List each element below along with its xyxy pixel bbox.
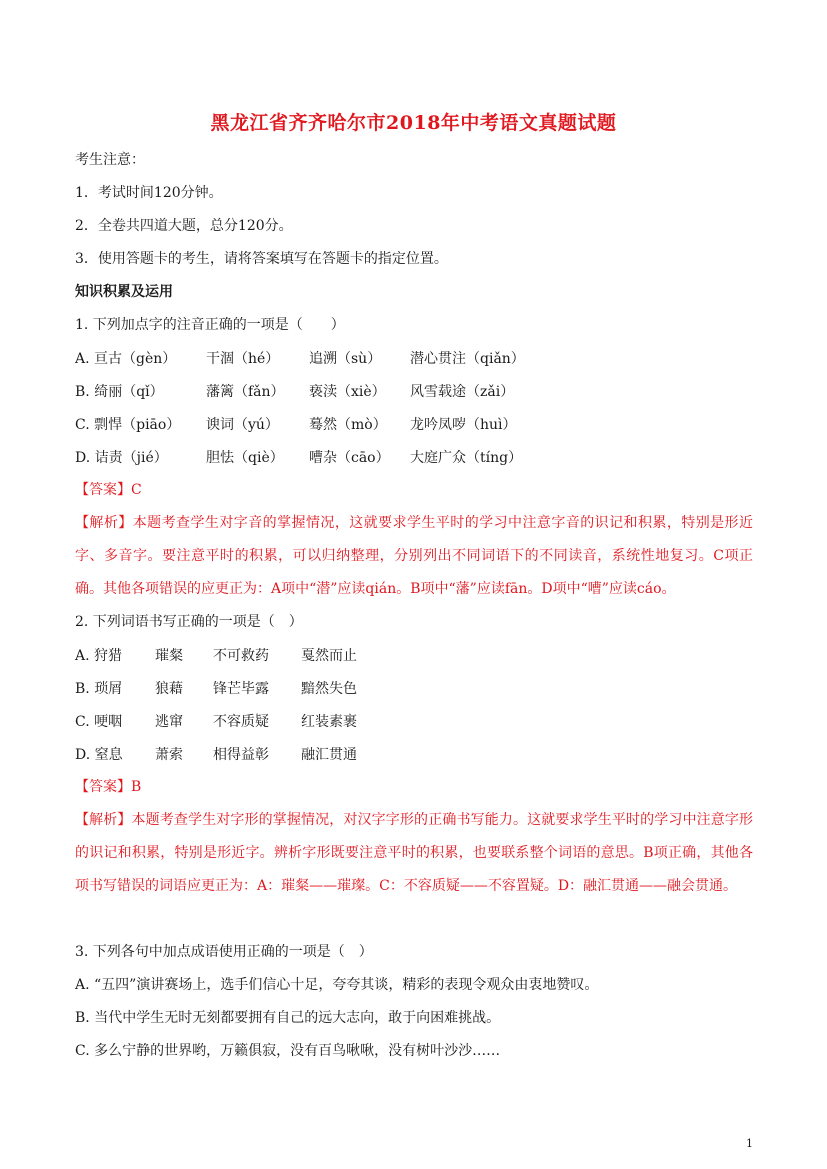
option-cell: 胆怯（qiè） bbox=[206, 450, 284, 466]
option-cell: 潜心贯注（qiǎn） bbox=[410, 351, 525, 367]
question-1-analysis: 【解析】本题考查学生对字音的掌握情况，这就要求学生平时的学习中注意字音的识记和积累，特别是形近字、多音字。要注意平时的积累，可以归纳整理，分别列出不同词语下的不同读音，系统性地复习。C项正确。其他各项错误的应更正为：A项中“潜”应读qián。B项中“藩”应读fān。D项中“嘈”应读cáo。 bbox=[75, 515, 753, 597]
question-3-option-b: B. 当代中学生无时无刻都要拥有自己的远大志向，敢于向困难挑战。 bbox=[75, 1010, 501, 1026]
question-2-analysis: 【解析】本题考查学生对字形的掌握情况，对汉字字形的正确书写能力。这就要求学生平时的学习中注意字形的识记和积累，特别是形近字。辨析字形既要注意平时的积累，也要联系整个词语的意思。B项正确，其他各项书写错误的词语应更正为：A：璀粲——璀璨。C：不容质疑——不容置疑。D：融汇贯通——融会贯通。 bbox=[75, 812, 753, 894]
option-cell: 逃窜 bbox=[155, 714, 183, 730]
option-cell: A. 亘古（gèn） bbox=[75, 351, 177, 367]
option-cell: 不容质疑 bbox=[213, 714, 269, 730]
option-cell: C. 剽悍（piāo） bbox=[75, 417, 181, 433]
option-cell: 萧索 bbox=[155, 747, 183, 763]
option-cell: A. 狩猎 bbox=[75, 648, 123, 664]
question-1-answer: 【答案】C bbox=[75, 482, 142, 498]
question-1-stem: 1. 下列加点字的注音正确的一项是（ ） bbox=[75, 317, 345, 333]
option-cell: 谀词（yú） bbox=[206, 417, 279, 433]
option-cell: 黯然失色 bbox=[301, 681, 357, 697]
option-cell: 追溯（sù） bbox=[309, 351, 382, 367]
option-cell: B. 绮丽（qǐ） bbox=[75, 384, 164, 400]
option-cell: 亵渎（xiè） bbox=[309, 384, 386, 400]
notice-item-3: 3．使用答题卡的考生，请将答案填写在答题卡的指定位置。 bbox=[75, 251, 448, 267]
option-cell: 干涸（hé） bbox=[206, 351, 280, 367]
option-cell: D. 窒息 bbox=[75, 747, 123, 763]
option-cell: 相得益彰 bbox=[213, 747, 269, 763]
option-cell: 风雪载途（zǎi） bbox=[410, 384, 515, 400]
option-cell: 藩篱（fǎn） bbox=[206, 384, 285, 400]
option-cell: D. 诘责（jié） bbox=[75, 450, 168, 466]
section-heading: 知识积累及运用 bbox=[75, 284, 173, 300]
page-title: 黑龙江省齐齐哈尔市2018年中考语文真题试题 bbox=[210, 112, 617, 134]
question-3-option-c: C. 多么宁静的世界哟，万籁俱寂，没有百鸟啾啾，没有树叶沙沙…… bbox=[75, 1043, 501, 1059]
option-cell: C. 哽咽 bbox=[75, 714, 123, 730]
option-cell: 融汇贯通 bbox=[301, 747, 357, 763]
option-cell: 龙吟凤哕（huì） bbox=[410, 417, 517, 433]
option-cell: 狼藉 bbox=[155, 681, 183, 697]
question-2-stem: 2. 下列词语书写正确的一项是（ ） bbox=[75, 614, 303, 630]
question-3-stem: 3. 下列各句中加点成语使用正确的一项是（ ） bbox=[75, 944, 373, 960]
question-3-option-a: A. “五四”演讲赛场上，选手们信心十足，夸夸其谈，精彩的表现令观众由衷地赞叹。 bbox=[75, 977, 599, 993]
option-cell: 蓦然（mò） bbox=[309, 417, 387, 433]
option-cell: 璀粲 bbox=[155, 648, 183, 664]
option-cell: 大庭广众（tíng） bbox=[410, 450, 523, 466]
option-cell: 红装素裹 bbox=[301, 714, 357, 730]
option-cell: 不可救药 bbox=[213, 648, 269, 664]
option-cell: B. 琐屑 bbox=[75, 681, 123, 697]
page-number: 1 bbox=[746, 1137, 753, 1150]
notice-item-1: 1．考试时间120分钟。 bbox=[75, 185, 223, 201]
option-cell: 锋芒毕露 bbox=[213, 681, 269, 697]
option-cell: 戛然而止 bbox=[301, 648, 357, 664]
notice-heading: 考生注意： bbox=[75, 152, 145, 168]
question-2-answer: 【答案】B bbox=[75, 779, 142, 795]
option-cell: 嘈杂（cāo） bbox=[309, 450, 390, 466]
notice-item-2: 2．全卷共四道大题，总分120分。 bbox=[75, 218, 293, 234]
